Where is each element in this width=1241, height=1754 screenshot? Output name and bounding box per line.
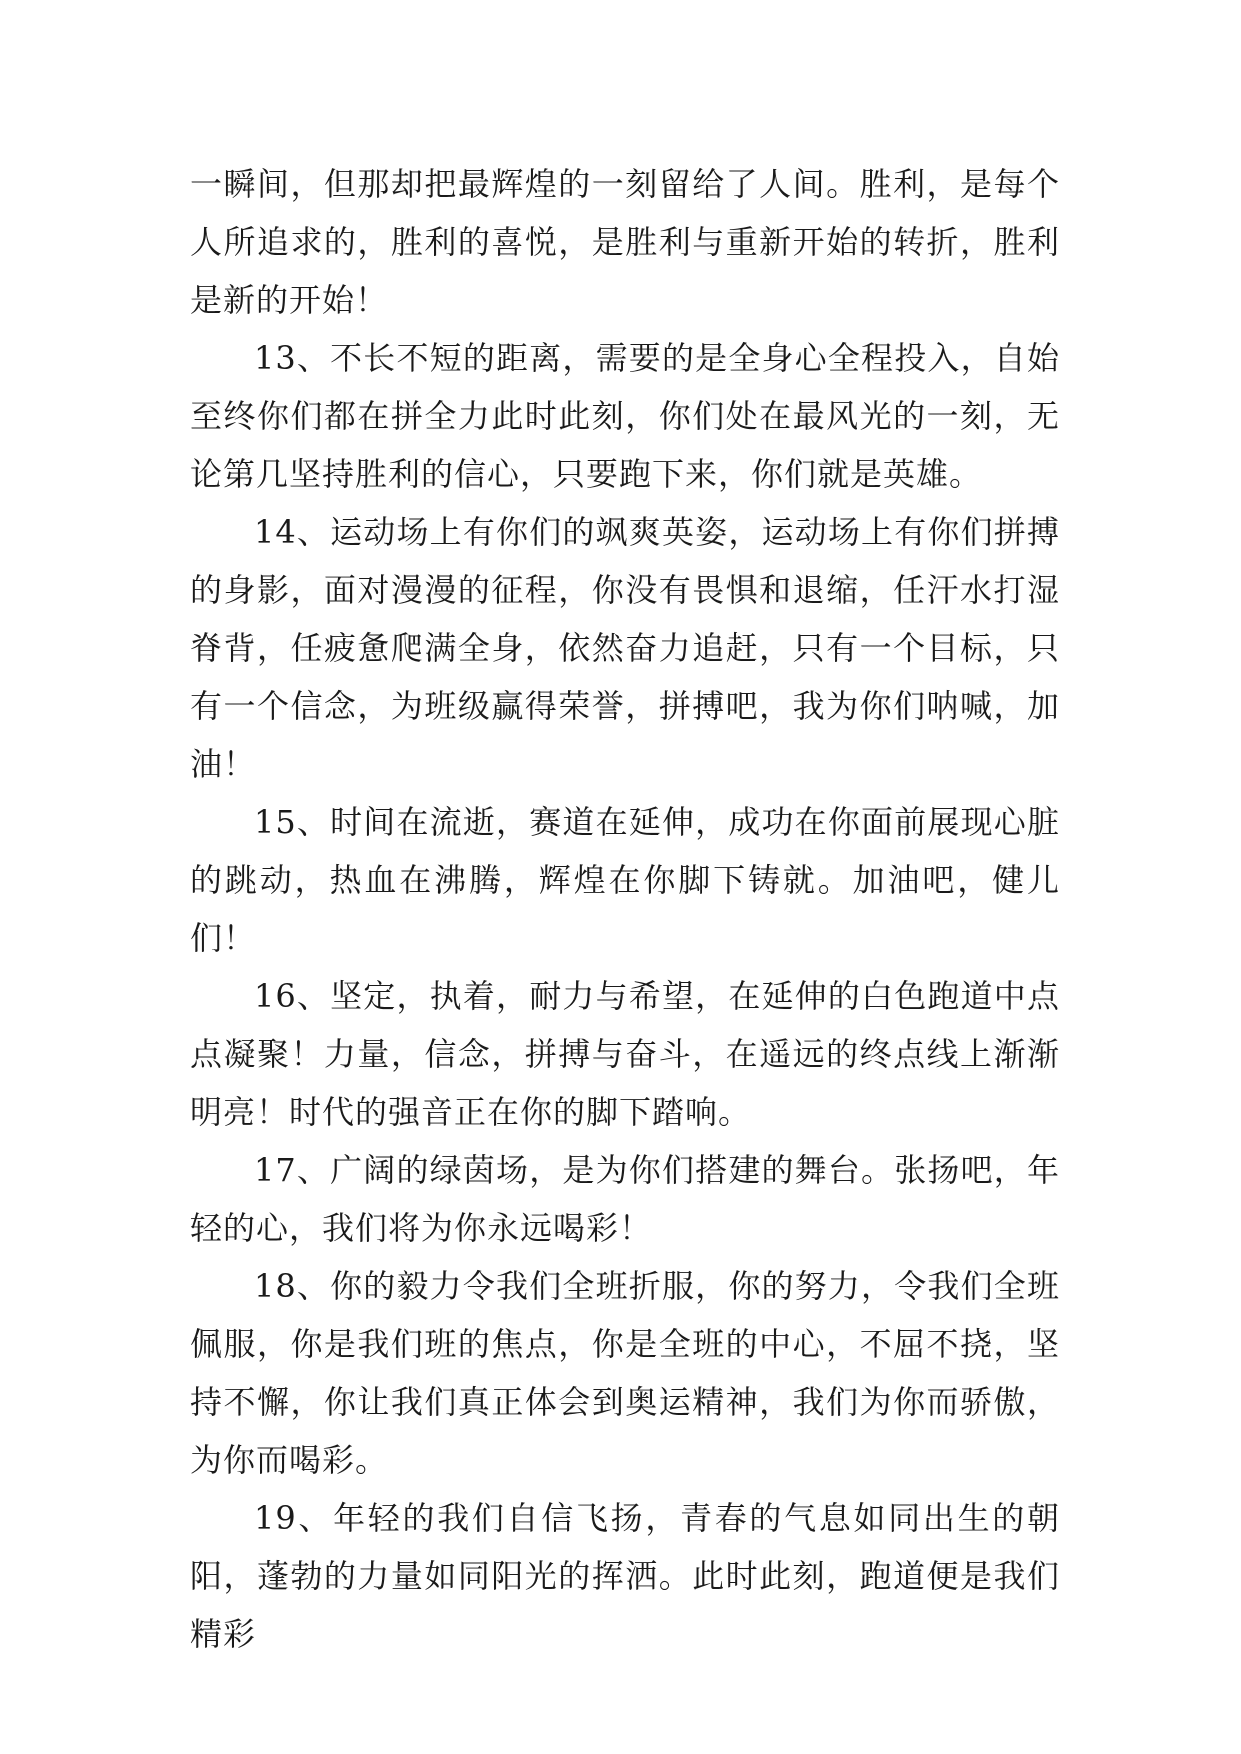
paragraph-14: 14、运动场上有你们的飒爽英姿，运动场上有你们拼搏的身影，面对漫漫的征程，你没有畏惧和退缩，任汗水打湿脊背，任疲惫爬满全身，依然奋力追赶，只有一个目标，只有一个信念，为班级赢得荣誉，拼搏吧，我为你们呐喊，加油！ — [190, 513, 1060, 783]
paragraph-16: 16、坚定，执着，耐力与希望，在延伸的白色跑道中点点凝聚！力量，信念，拼搏与奋斗，在遥远的终点线上渐渐明亮！时代的强音正在你的脚下踏响。 — [190, 977, 1060, 1131]
paragraph-13: 13、不长不短的距离，需要的是全身心全程投入，自始至终你们都在拼全力此时此刻，你们处在最风光的一刻，无论第几坚持胜利的信心，只要跑下来，你们就是英雄。 — [190, 339, 1060, 493]
paragraph-1: 一瞬间，但那却把最辉煌的一刻留给了人间。胜利，是每个人所追求的，胜利的喜悦，是胜利与重新开始的转折，胜利是新的开始！ — [190, 165, 1060, 319]
paragraph-15: 15、时间在流逝，赛道在延伸，成功在你面前展现心脏的跳动，热血在沸腾，辉煌在你脚下铸就。加油吧，健儿们！ — [190, 803, 1060, 957]
paragraph-18: 18、你的毅力令我们全班折服，你的努力，令我们全班佩服，你是我们班的焦点，你是全班的中心，不屈不挠，坚持不懈，你让我们真正体会到奥运精神，我们为你而骄傲，为你而喝彩。 — [190, 1267, 1060, 1479]
paragraph-19: 19、年轻的我们自信飞扬，青春的气息如同出生的朝阳，蓬勃的力量如同阳光的挥洒。此时此刻，跑道便是我们精彩 — [190, 1499, 1060, 1653]
paragraph-17: 17、广阔的绿茵场，是为你们搭建的舞台。张扬吧，年轻的心，我们将为你永远喝彩！ — [190, 1151, 1060, 1247]
document-body — [190, 155, 1060, 1663]
